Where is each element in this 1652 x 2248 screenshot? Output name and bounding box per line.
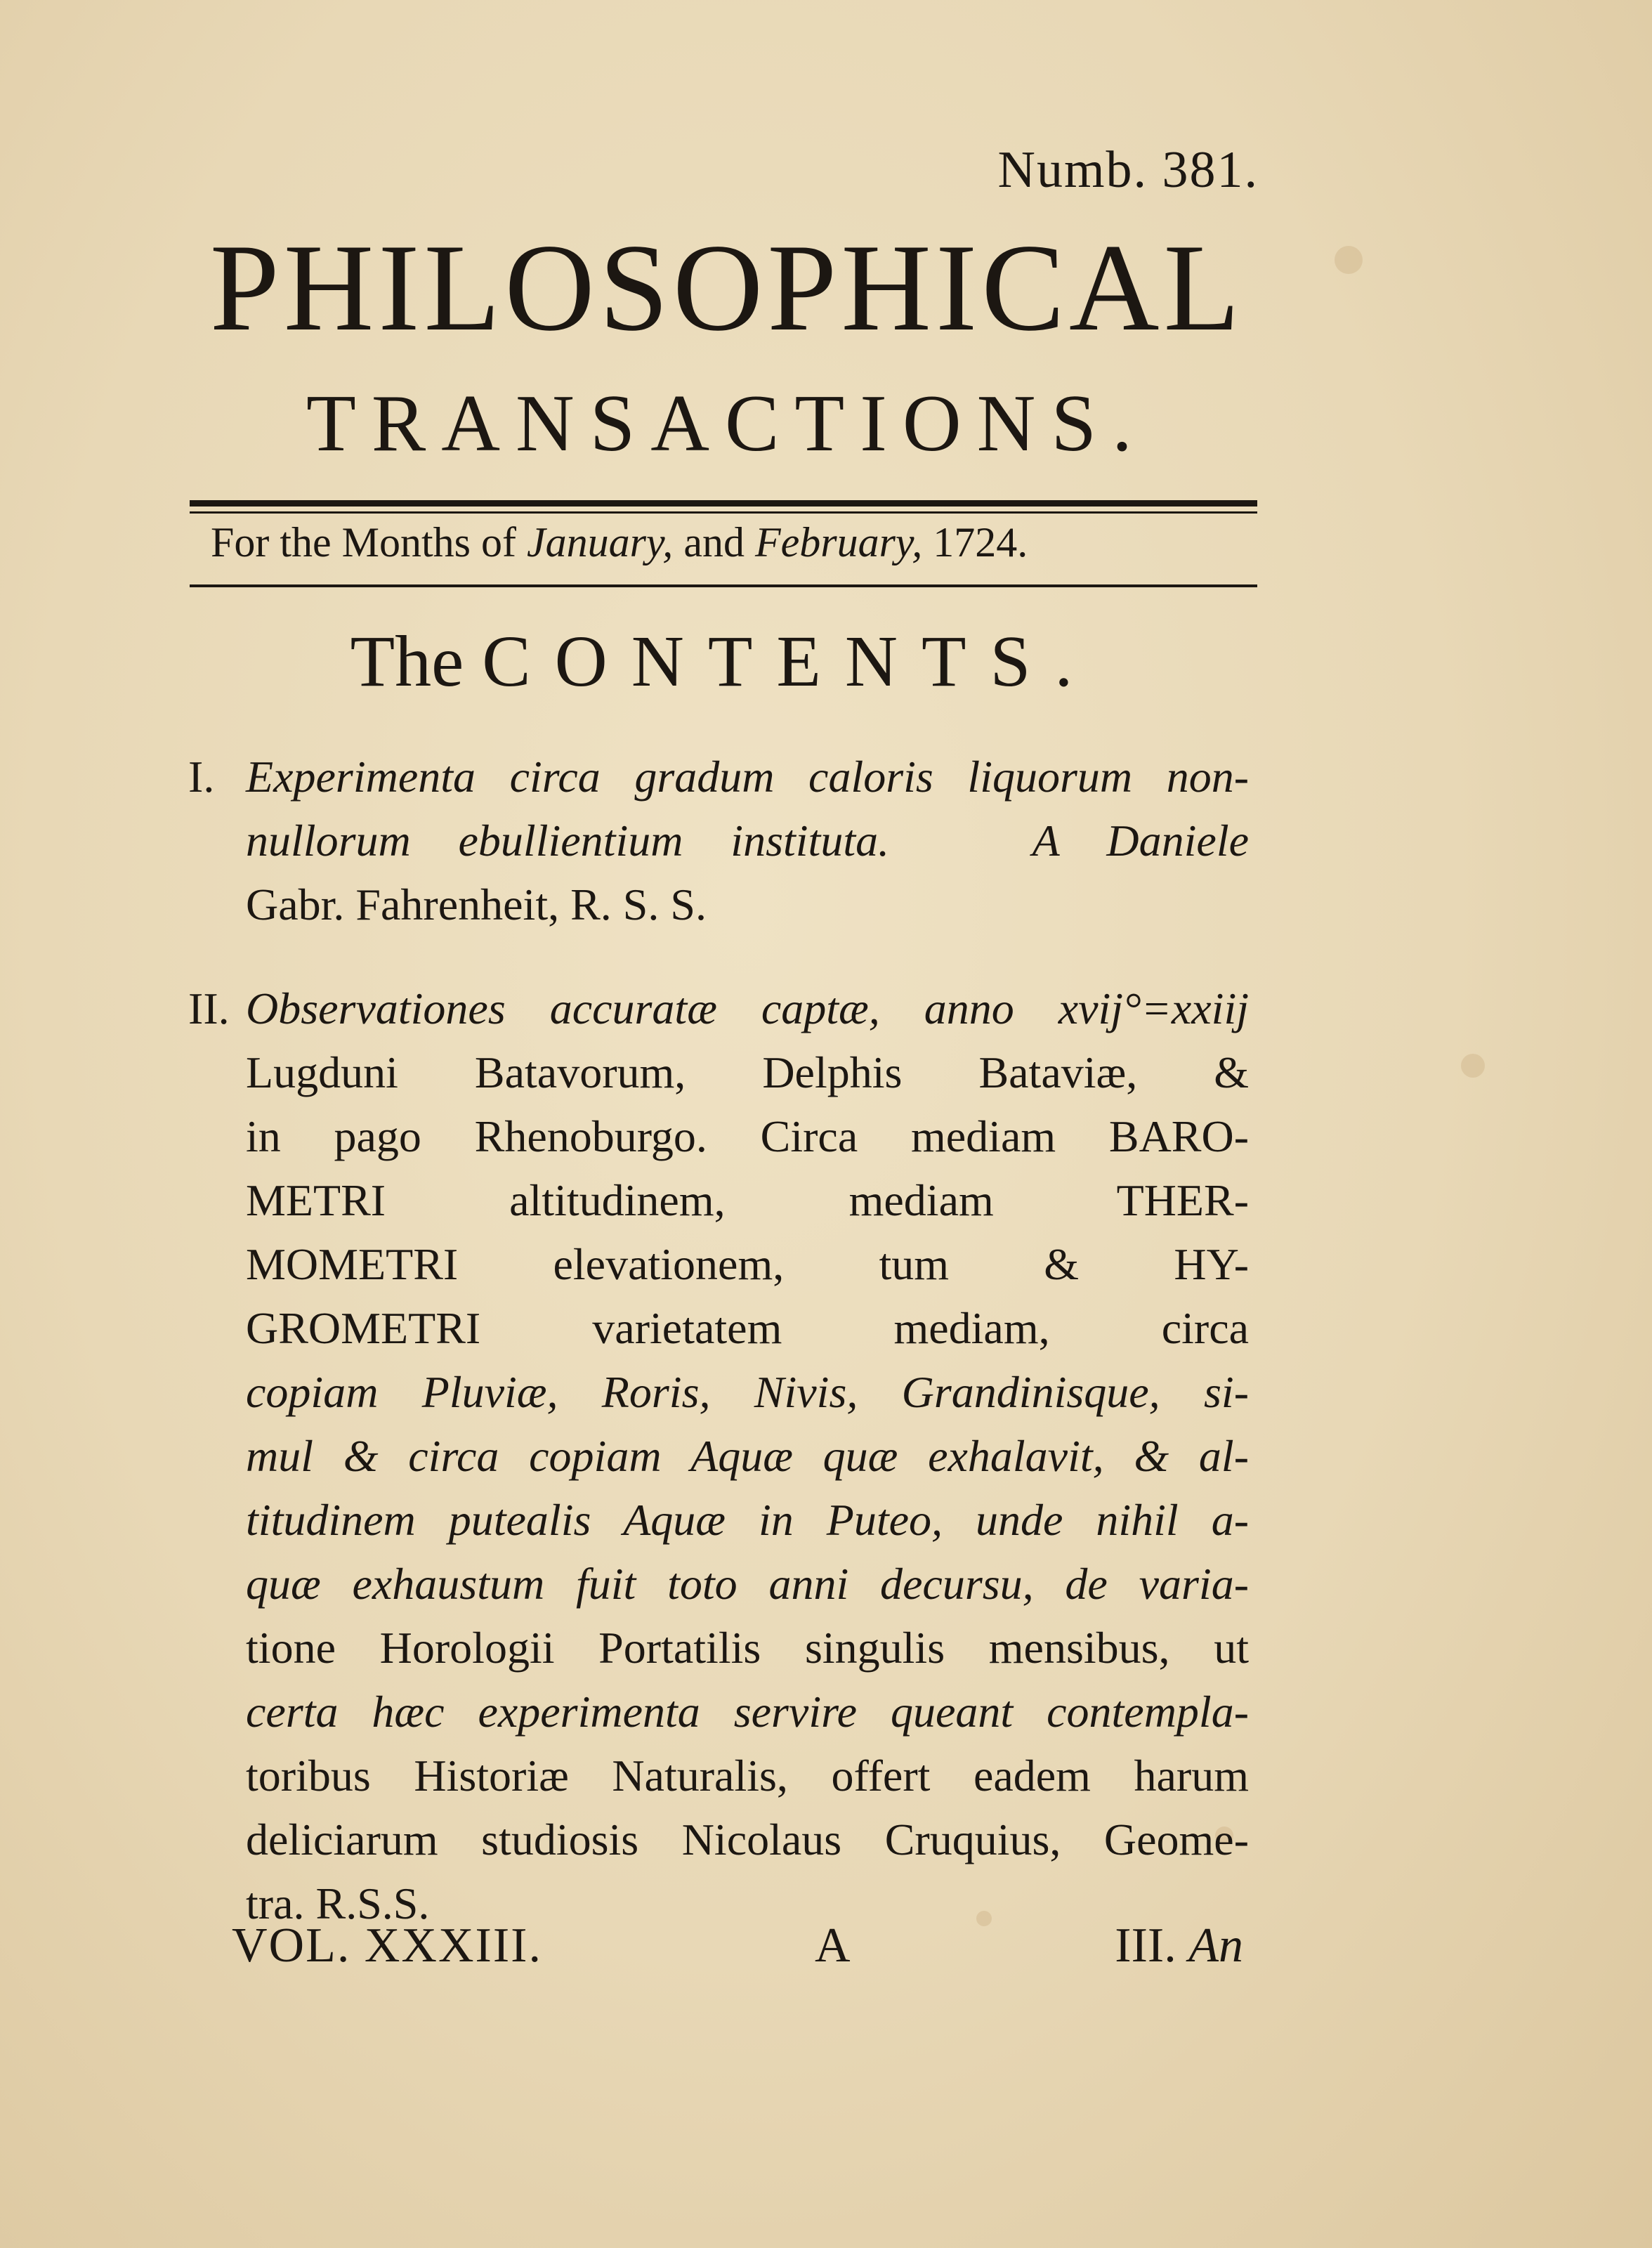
article-2-text: toribus Historiæ Naturalis, offert eadem harum: [246, 1751, 1249, 1801]
article-2-text: METRI altitudinem, mediam THER-: [246, 1175, 1249, 1225]
article-1-number: I.: [188, 752, 215, 802]
catchword-word: An: [1188, 1919, 1243, 1973]
article-2-line: [188, 1616, 1249, 1680]
article-2: [188, 976, 1249, 1935]
article-2-text: tione Horologii Portatilis singulis mensibus, ut: [246, 1623, 1249, 1673]
article-1-line-2: [188, 809, 1249, 873]
article-2-line: [188, 1488, 1249, 1552]
article-2-line: [188, 1168, 1249, 1232]
article-2-line: [188, 1744, 1249, 1808]
article-2-text: Observationes accuratæ captæ, anno xvij°=xxiij: [246, 984, 1249, 1033]
article-1-author-intro: A Daniele: [1032, 816, 1250, 865]
article-2-line: [188, 1424, 1249, 1488]
article-1-author: Gabr. Fahrenheit, R. S. S.: [246, 880, 707, 929]
volume-number: VOL. XXXIII.: [232, 1919, 542, 1973]
article-2-text: copiam Pluviæ, Roris, Nivis, Grandinisque, si-: [246, 1367, 1249, 1417]
article-1: [188, 745, 1249, 936]
bottom-rule: [190, 584, 1257, 587]
article-2-text: in pago Rhenoburgo. Circa mediam BARO-: [246, 1111, 1249, 1161]
journal-title: PHILOSOPHICAL: [209, 218, 1245, 357]
article-2-line-1: [188, 976, 1249, 1040]
journal-subtitle: TRANSACTIONS.: [306, 379, 1148, 469]
article-2-number: II.: [188, 984, 230, 1033]
foxing-spot: [1461, 1054, 1485, 1078]
signature-mark: A: [815, 1919, 851, 1973]
catchword: [1115, 1918, 1243, 1974]
top-rule: [190, 500, 1257, 507]
article-2-line: [188, 1808, 1249, 1871]
issue-number: Numb. 381.: [997, 141, 1259, 199]
article-2-text: MOMETRI elevationem, tum & HY-: [246, 1239, 1249, 1289]
article-2-text: Lugduni Batavorum, Delphis Bataviæ, &: [246, 1047, 1249, 1097]
article-2-line: [188, 1552, 1249, 1616]
catchword-number: III.: [1115, 1919, 1176, 1973]
article-1-line-3: [188, 873, 1249, 936]
article-2-line: [188, 1296, 1249, 1360]
article-2-line: [188, 1680, 1249, 1744]
contents-the: The: [350, 621, 464, 702]
article-2-text: quæ exhaustum fuit toto anni decursu, de varia-: [246, 1559, 1249, 1609]
month-february: February,: [754, 519, 923, 566]
article-2-text: titudinem putealis Aquæ in Puteo, unde nihil a-: [246, 1495, 1249, 1545]
article-2-text: tra. R.S.S.: [246, 1878, 430, 1928]
article-1-line-1: [188, 745, 1249, 809]
contents-heading: [190, 621, 1257, 702]
months-prefix: For the Months of: [211, 519, 527, 566]
foxing-spot: [1335, 246, 1363, 274]
month-january: January,: [527, 519, 674, 566]
article-2-text: mul & circa copiam Aquæ quæ exhalavit, & al-: [246, 1431, 1249, 1481]
article-1-text: Experimenta circa gradum caloris liquorum non-: [246, 752, 1249, 802]
article-2-line: [188, 1104, 1249, 1168]
article-2-line: [188, 1360, 1249, 1424]
year: 1724.: [922, 519, 1028, 566]
article-1-text: nullorum ebullientium instituta.: [246, 816, 890, 865]
article-2-line: [188, 1232, 1249, 1296]
article-2-line: [188, 1040, 1249, 1104]
months-line: [211, 518, 1236, 567]
page-footer: [232, 1918, 1243, 1981]
article-2-text: deliciarum studiosis Nicolaus Cruquius, Geome-: [246, 1815, 1249, 1864]
months-and: and: [673, 519, 755, 566]
article-2-text: GROMETRI varietatem mediam, circa: [246, 1303, 1249, 1353]
contents-word: CONTENTS.: [482, 621, 1097, 702]
article-2-text: certa hæc experimenta servire queant contempla-: [246, 1687, 1249, 1737]
top-rule-thin: [190, 511, 1257, 514]
